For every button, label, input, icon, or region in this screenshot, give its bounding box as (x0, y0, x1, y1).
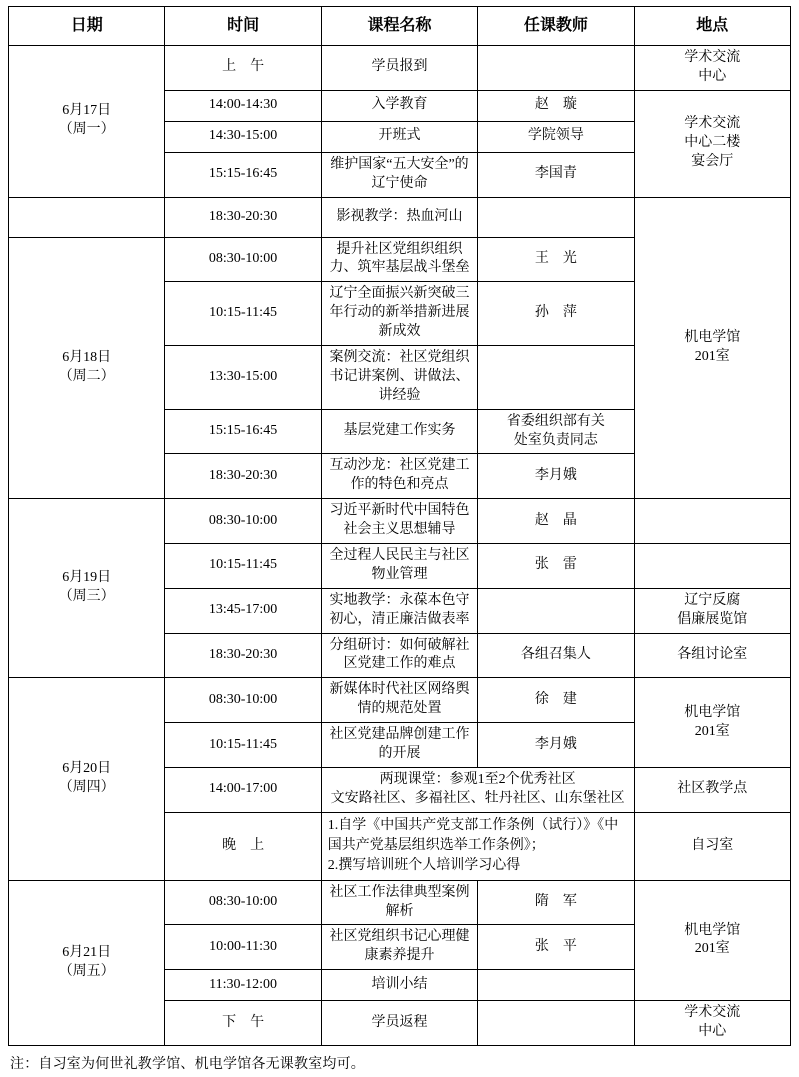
time-cell: 13:30-15:00 (165, 346, 321, 410)
time-cell: 晚 上 (165, 812, 321, 880)
course-cell: 1.自学《中国共产党支部工作条例（试行）》《中国共产党基层组织选举工作条例》； 2.撰写培训班个人培训学习心得 (321, 812, 634, 880)
time-cell: 08:30-10:00 (165, 880, 321, 925)
table-header-row (9, 7, 791, 46)
table-row (9, 880, 791, 925)
table-header (9, 7, 791, 46)
time-cell: 14:30-15:00 (165, 121, 321, 152)
teacher-cell (478, 588, 634, 633)
date-group-0621: 6月21日 （周五） (9, 880, 165, 1045)
header-time: 时间 (165, 7, 321, 46)
header-place: 地点 (634, 7, 790, 46)
time-cell: 18:30-20:30 (165, 454, 321, 499)
teacher-cell (478, 346, 634, 410)
place-cell: 自习室 (634, 812, 790, 880)
place-cell: 机电学馆 201室 (634, 197, 790, 499)
time-cell: 18:30-20:30 (165, 197, 321, 237)
date-group-0618: 6月18日 （周二） (9, 237, 165, 499)
course-cell: 全过程人民民主与社区物业管理 (321, 544, 477, 589)
course-cell: 两现课堂：参观1至2个优秀社区 文安路社区、多福社区、牡丹社区、山东堡社区 (321, 767, 634, 812)
time-cell: 08:30-10:00 (165, 237, 321, 282)
course-cell: 案例交流：社区党组织书记讲案例、讲做法、讲经验 (321, 346, 477, 410)
course-cell: 学员报到 (321, 46, 477, 91)
course-cell: 新媒体时代社区网络舆情的规范处置 (321, 678, 477, 723)
place-cell: 各组讨论室 (634, 633, 790, 678)
place-cell: 学术交流 中心二楼 宴会厅 (634, 90, 790, 197)
time-cell: 08:30-10:00 (165, 678, 321, 723)
course-cell: 互动沙龙：社区党建工作的特色和亮点 (321, 454, 477, 499)
teacher-cell: 王 光 (478, 237, 634, 282)
time-cell: 11:30-12:00 (165, 970, 321, 1001)
course-cell: 学员返程 (321, 1001, 477, 1046)
time-cell: 10:00-11:30 (165, 925, 321, 970)
header-date: 日期 (9, 7, 165, 46)
teacher-cell: 李月娥 (478, 723, 634, 768)
place-cell: 辽宁反腐 倡廉展览馆 (634, 588, 790, 633)
place-cell: 学术交流 中心 (634, 46, 790, 91)
teacher-cell (478, 1001, 634, 1046)
time-cell: 下 午 (165, 1001, 321, 1046)
date-group-0620: 6月20日 （周四） (9, 678, 165, 880)
course-cell: 辽宁全面振兴新突破三年行动的新举措新进展新成效 (321, 282, 477, 346)
course-cell: 维护国家“五大安全”的辽宁使命 (321, 152, 477, 197)
table-body (9, 46, 791, 1046)
teacher-cell: 徐 建 (478, 678, 634, 723)
time-cell: 15:15-16:45 (165, 409, 321, 454)
course-cell: 社区党建品牌创建工作的开展 (321, 723, 477, 768)
training-schedule-table (8, 6, 791, 1046)
time-cell: 上 午 (165, 46, 321, 91)
date-group-0617: 6月17日 （周一） (9, 46, 165, 198)
teacher-cell: 学院领导 (478, 121, 634, 152)
course-cell: 社区工作法律典型案例解析 (321, 880, 477, 925)
time-cell: 08:30-10:00 (165, 499, 321, 544)
time-cell: 14:00-17:00 (165, 767, 321, 812)
teacher-cell: 孙 萍 (478, 282, 634, 346)
course-cell: 提升社区党组织组织力、筑牢基层战斗堡垒 (321, 237, 477, 282)
teacher-cell: 张 平 (478, 925, 634, 970)
place-cell: 学术交流 中心 (634, 1001, 790, 1046)
time-cell: 10:15-11:45 (165, 282, 321, 346)
course-cell: 入学教育 (321, 90, 477, 121)
table-row (9, 197, 791, 237)
table-row (9, 499, 791, 544)
footnote: 注：自习室为何世礼教学馆、机电学馆各无课教室均可。 (10, 1056, 365, 1072)
table-row (9, 678, 791, 723)
teacher-cell: 李国青 (478, 152, 634, 197)
header-teacher: 任课教师 (478, 7, 634, 46)
teacher-cell: 赵 晶 (478, 499, 634, 544)
header-course: 课程名称 (321, 7, 477, 46)
teacher-cell (478, 970, 634, 1001)
course-cell: 开班式 (321, 121, 477, 152)
teacher-cell: 各组召集人 (478, 633, 634, 678)
place-cell: 社区教学点 (634, 767, 790, 812)
teacher-cell (478, 46, 634, 91)
teacher-cell: 赵 璇 (478, 90, 634, 121)
teacher-cell (478, 197, 634, 237)
table-row (9, 46, 791, 91)
time-cell: 15:15-16:45 (165, 152, 321, 197)
course-cell: 分组研讨：如何破解社区党建工作的难点 (321, 633, 477, 678)
place-cell-empty (634, 544, 790, 589)
time-cell: 14:00-14:30 (165, 90, 321, 121)
course-cell: 习近平新时代中国特色社会主义思想辅导 (321, 499, 477, 544)
place-cell-empty (634, 499, 790, 544)
course-cell: 基层党建工作实务 (321, 409, 477, 454)
time-cell: 13:45-17:00 (165, 588, 321, 633)
course-cell: 培训小结 (321, 970, 477, 1001)
time-cell: 18:30-20:30 (165, 633, 321, 678)
course-cell: 社区党组织书记心理健康素养提升 (321, 925, 477, 970)
course-cell: 影视教学：热血河山 (321, 197, 477, 237)
teacher-cell: 省委组织部有关 处室负责同志 (478, 409, 634, 454)
teacher-cell: 李月娥 (478, 454, 634, 499)
time-cell: 10:15-11:45 (165, 544, 321, 589)
course-cell: 实地教学：永葆本色守初心，清正廉洁做表率 (321, 588, 477, 633)
place-cell: 机电学馆 201室 (634, 880, 790, 1001)
teacher-cell: 张 雷 (478, 544, 634, 589)
time-cell: 10:15-11:45 (165, 723, 321, 768)
date-cell-empty (9, 197, 165, 237)
teacher-cell: 隋 军 (478, 880, 634, 925)
date-group-0619: 6月19日 （周三） (9, 499, 165, 678)
place-cell: 机电学馆 201室 (634, 678, 790, 768)
